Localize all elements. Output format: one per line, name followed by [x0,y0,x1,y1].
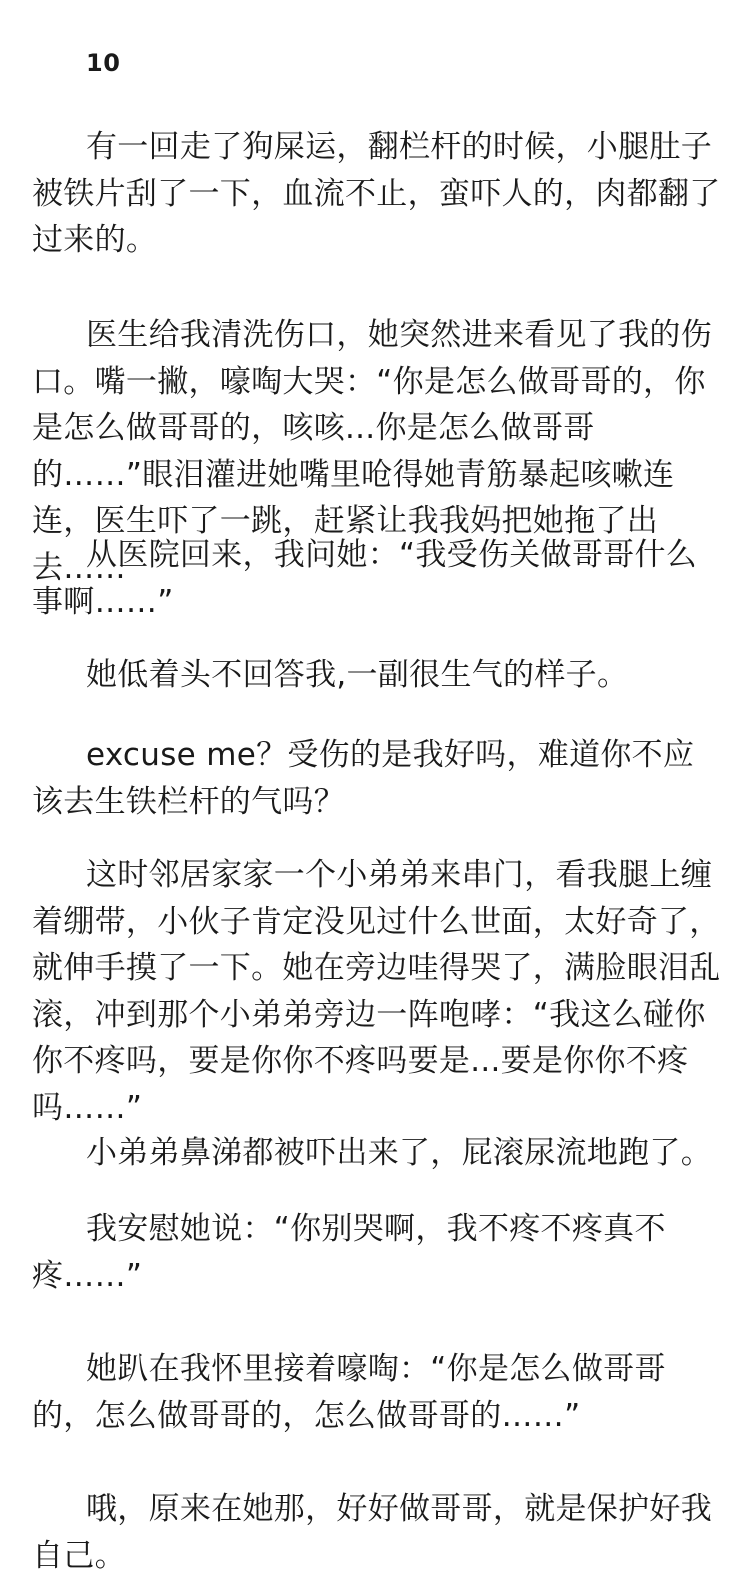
paragraph-3: 从医院回来，我问她：“我受伤关做哥哥什么事啊……” [32,537,698,620]
paragraph-6: 这时邻居家家一个小弟弟来串门，看我腿上缠着绷带，小伙子肯定没见过什么世面，太好奇了，就伸手摸了一下。她在旁边哇得哭了，满脸眼泪乱滚，冲到那个小弟弟旁边一阵咆哮：“我这么碰你你不疼吗，要是你你不疼吗要是...要是你你不疼吗……” [32,857,721,1126]
paragraph-10: 哦，原来在她那，好好做哥哥，就是保护好我自己。 [32,1491,712,1574]
paragraph-7: 小弟弟鼻涕都被吓出来了，屁滚尿流地跑了。 [86,1135,712,1171]
paragraph-9: 她趴在我怀里接着嚎啕：“你是怎么做哥哥的，怎么做哥哥的，怎么做哥哥的……” [32,1351,666,1434]
paragraph-1: 有一回走了狗屎运，翻栏杆的时候，小腿肚子被铁片刮了一下，血流不止，蛮吓人的，肉都翻了过来的。 [32,129,721,258]
chapter-number: 10 [86,49,121,77]
paragraph-8: 我安慰她说：“你别哭啊，我不疼不疼真不疼……” [32,1211,666,1294]
paragraph-5: excuse me？受伤的是我好吗，难道你不应该去生铁栏杆的气吗？ [32,737,695,820]
paragraph-4: 她低着头不回答我,一副很生气的样子。 [86,657,629,693]
paragraph-2: 医生给我清洗伤口，她突然进来看见了我的伤口。嘴一撇，嚎啕大哭：“你是怎么做哥哥的，你是怎么做哥哥的，咳咳...你是怎么做哥哥的……”眼泪灌进她嘴里呛得她青筋暴起咳嗽连连，医生吓了一跳，赶紧让我我妈把她拖了出去…… [32,317,712,586]
